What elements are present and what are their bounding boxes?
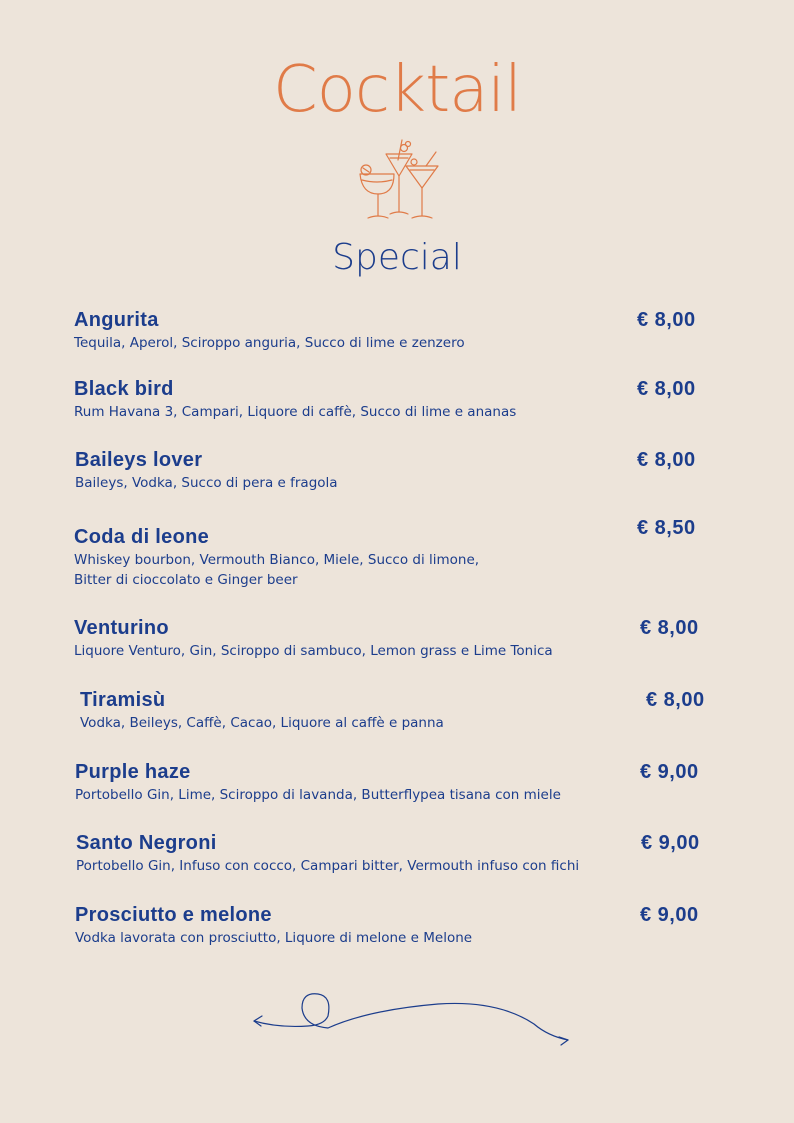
item-name: Santo Negroni <box>76 832 217 854</box>
item-description: Baileys, Vodka, Succo di pera e fragola <box>75 475 338 491</box>
item-description: Tequila, Aperol, Sciroppo anguria, Succo di lime e zenzero <box>74 335 465 351</box>
item-description-line2: Bitter di cioccolato e Ginger beer <box>74 572 298 588</box>
menu-item <box>75 761 561 805</box>
menu-item <box>76 832 579 876</box>
item-price: € 8,00 <box>646 689 705 711</box>
menu-title: Cocktail <box>273 53 521 127</box>
item-name: Coda di leone <box>74 526 210 548</box>
item-description: Vodka lavorata con prosciutto, Liquore di melone e Melone <box>75 930 473 946</box>
item-name: Purple haze <box>75 761 191 783</box>
menu-item <box>75 904 472 948</box>
menu-subtitle: Special <box>332 237 462 278</box>
item-description: Vodka, Beileys, Caffè, Cacao, Liquore al caffè e panna <box>80 715 444 731</box>
item-name: Tiramisù <box>80 689 166 711</box>
menu-item <box>74 378 516 422</box>
item-description: Rum Havana 3, Campari, Liquore di caffè, Succo di lime e ananas <box>74 404 517 420</box>
item-price: € 9,00 <box>641 832 700 854</box>
item-price: € 9,00 <box>640 904 699 926</box>
item-name: Venturino <box>74 617 169 639</box>
menu-item <box>80 689 444 733</box>
cocktail-glasses-icon <box>352 136 444 226</box>
item-description: Portobello Gin, Infuso con cocco, Campari bitter, Vermouth infuso con fichi <box>76 858 580 874</box>
item-description: Whiskey bourbon, Vermouth Bianco, Miele, Succo di limone, <box>74 552 480 568</box>
item-price: € 8,00 <box>637 309 696 331</box>
item-price: € 8,00 <box>640 617 699 639</box>
item-name: Black bird <box>74 378 174 400</box>
item-price: € 8,00 <box>637 378 696 400</box>
menu-item <box>74 526 479 590</box>
swirl-arrow-decoration <box>248 988 574 1048</box>
menu-item <box>75 449 338 493</box>
item-price: € 9,00 <box>640 761 699 783</box>
menu-item <box>74 617 553 661</box>
item-price: € 8,50 <box>637 517 696 539</box>
menu-item <box>74 309 465 353</box>
item-name: Baileys lover <box>75 449 203 471</box>
item-description: Portobello Gin, Lime, Sciroppo di lavanda, Butterflypea tisana con miele <box>75 787 561 803</box>
item-description: Liquore Venturo, Gin, Sciroppo di sambuco, Lemon grass e Lime Tonica <box>74 643 553 659</box>
item-name: Prosciutto e melone <box>75 904 272 926</box>
item-name: Angurita <box>74 309 159 331</box>
item-price: € 8,00 <box>637 449 696 471</box>
